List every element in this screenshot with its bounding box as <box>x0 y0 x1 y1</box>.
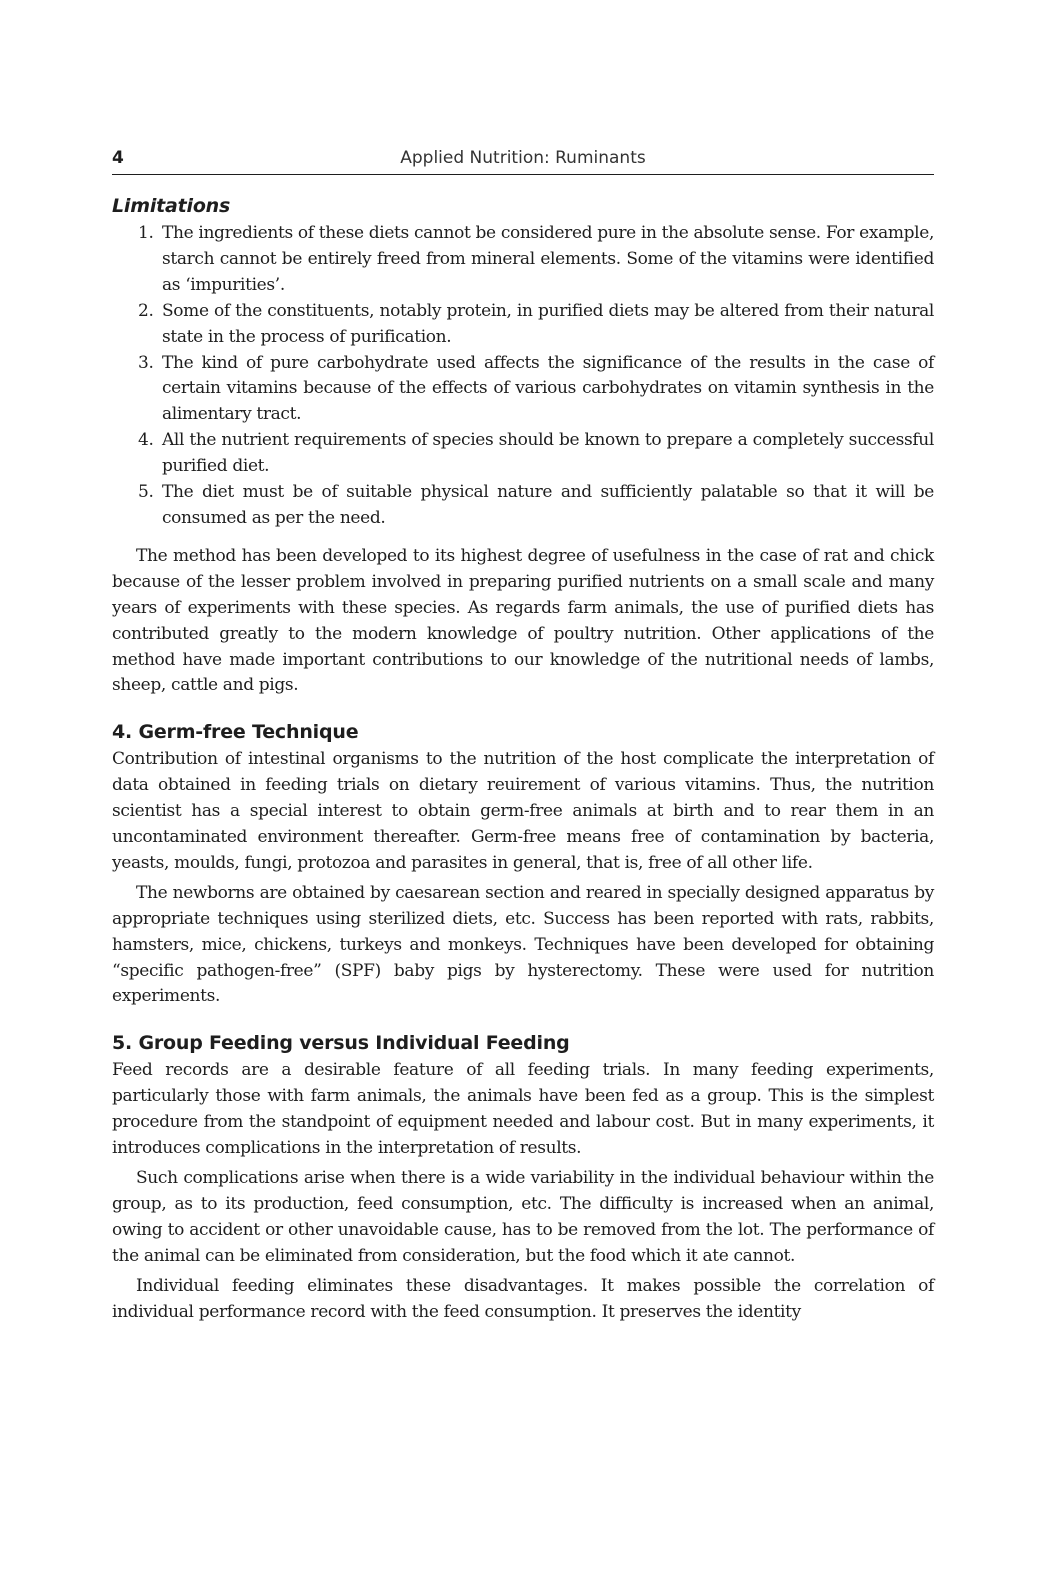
list-item-number: 4. <box>138 430 154 451</box>
germ-free-paragraph-1: Contribution of intestinal organisms to the nutrition of the host complicate the interpretation of data obtained in feeding trials on dietary reuirement of various vitamins. Thus, the nutrition scientist has a special interest to obtain germ-free animals at birth and to rear them in an uncontaminated environment thereafter. Germ-free means free of contamination by bacteria, yeasts, moulds, fungi, protozoa and parasites in general, that is, free of all other life. <box>112 749 934 873</box>
limitations-list <box>112 221 934 532</box>
list-item-text: The ingredients of these diets cannot be considered pure in the absolute sense. For example, starch cannot be entirely freed from mineral elements. Some of the vitamins were identified as ‘impurities’. <box>162 223 935 295</box>
list-item-number: 1. <box>138 223 154 243</box>
group-feeding-paragraph-1: Feed records are a desirable feature of all feeding trials. In many feeding experiments, particularly those with farm animals, the animals have been fed as a group. This is the simplest procedure from the standpoint of equipment needed and labour cost. But in many experiments, it introduces complications in the interpretation of results. <box>112 1060 934 1159</box>
list-item-number: 5. <box>138 482 154 503</box>
running-header <box>112 146 934 175</box>
list-item-text: All the nutrient requirements of species should be known to prepare a completely successful purified diet. <box>162 430 934 477</box>
germ-free-paragraph-2: The newborns are obtained by caesarean section and reared in specially designed apparatus by appropriate techniques using sterilized diets, etc. Success has been reported with rats, rabbits, hamsters, mice, chickens, turkeys and monkeys. Techniques have been developed for obtaining “specific pathogen-free” (SPF) baby pigs by hysterectomy. These were used for nutrition experiments. <box>112 882 934 1007</box>
list-item <box>112 299 934 351</box>
list-item <box>112 428 934 480</box>
list-item-number: 3. <box>138 352 154 373</box>
page-number: 4 <box>112 148 124 168</box>
running-title: Applied Nutrition: Ruminants <box>400 148 646 168</box>
group-feeding-section <box>112 1032 934 1325</box>
germ-free-heading: 4. Germ-free Technique <box>112 721 359 744</box>
list-item <box>112 221 934 299</box>
group-feeding-paragraph-3: Individual feeding eliminates these disadvantages. It makes possible the correlation of individual performance record with the feed consumption. It preserves the identity <box>112 1275 934 1322</box>
list-item-text: The kind of pure carbohydrate used affects the significance of the results in the case of certain vitamins because of the effects of various carbohydrates on vitamin synthesis in the alimentary tract. <box>162 352 934 425</box>
list-item <box>112 351 934 429</box>
germ-free-section <box>112 721 934 1010</box>
list-item <box>112 480 934 532</box>
group-feeding-heading: 5. Group Feeding versus Individual Feeding <box>112 1032 570 1055</box>
list-item-number: 2. <box>138 300 154 321</box>
group-feeding-paragraph-2: Such complications arise when there is a wide variability in the individual behaviour within the group, as to its production, feed consumption, etc. The difficulty is increased when an animal, owing to accident or other unavoidable cause, has to be removed from the lot. The performance of the animal can be eliminated from consideration, but the food which it ate cannot. <box>112 1168 934 1266</box>
limitations-closing-paragraph: The method has been developed to its highest degree of usefulness in the case of rat and chick because of the lesser problem involved in preparing purified nutrients on a small scale and many years of experiments with these species. As regards farm animals, the use of purified diets has contributed greatly to the modern knowledge of poultry nutrition. Other applications of the method have made important contributions to our knowledge of the nutritional needs of lambs, sheep, cattle and pigs. <box>112 545 934 696</box>
list-item-text: Some of the constituents, notably protein, in purified diets may be altered from their natural state in the process of purification. <box>162 300 934 347</box>
limitations-heading: Limitations <box>112 195 231 217</box>
page <box>112 146 934 1325</box>
list-item-text: The diet must be of suitable physical nature and sufficiently palatable so that it will be consumed as per the need. <box>162 482 934 528</box>
